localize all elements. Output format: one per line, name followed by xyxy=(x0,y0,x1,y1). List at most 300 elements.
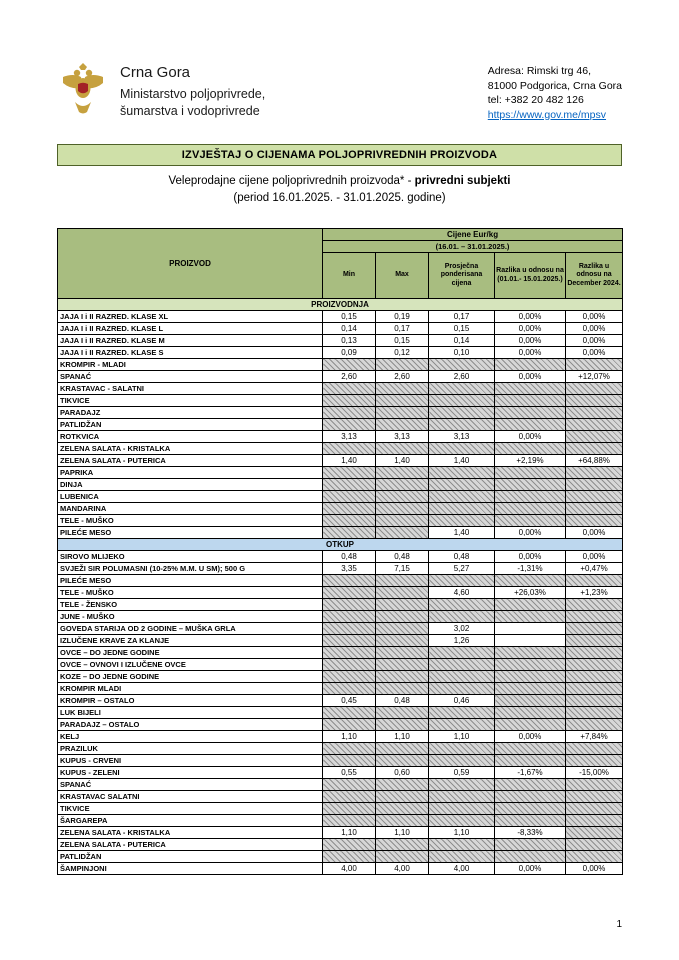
value-cell-no-data xyxy=(323,815,376,827)
value-cell-no-data xyxy=(376,527,429,539)
value-cell-no-data xyxy=(323,743,376,755)
value-cell: -8,33% xyxy=(495,827,566,839)
page-number: 1 xyxy=(616,919,622,930)
value-cell-no-data xyxy=(566,755,623,767)
value-cell-no-data xyxy=(566,779,623,791)
value-cell: 1,40 xyxy=(429,527,495,539)
value-cell-no-data xyxy=(323,851,376,863)
value-cell: 0,00% xyxy=(495,347,566,359)
value-cell: 1,10 xyxy=(429,731,495,743)
product-name-cell: SIROVO MLIJEKO xyxy=(58,551,323,563)
value-cell-no-data xyxy=(495,851,566,863)
value-cell-no-data xyxy=(323,791,376,803)
value-cell-no-data xyxy=(323,443,376,455)
product-name-cell: KRASTAVAC - SALATNI xyxy=(58,383,323,395)
value-cell-no-data xyxy=(323,383,376,395)
value-cell: 1,26 xyxy=(429,635,495,647)
value-cell: 4,60 xyxy=(429,587,495,599)
subtitle-line xyxy=(57,173,622,190)
product-name-cell: PATLIDŽAN xyxy=(58,851,323,863)
table-row xyxy=(58,527,623,539)
value-cell-no-data xyxy=(566,839,623,851)
value-cell-no-data xyxy=(323,683,376,695)
value-cell-no-data xyxy=(429,395,495,407)
table-row xyxy=(58,575,623,587)
value-cell-no-data xyxy=(495,383,566,395)
product-name-cell: SPANAĆ xyxy=(58,779,323,791)
value-cell-no-data xyxy=(429,419,495,431)
value-cell: +1,23% xyxy=(566,587,623,599)
product-name-cell: KROMPIR MLADI xyxy=(58,683,323,695)
value-cell-no-data xyxy=(429,743,495,755)
value-cell-no-data xyxy=(323,647,376,659)
report-title: IZVJEŠTAJ O CIJENAMA POLJOPRIVREDNIH PROIZVODA xyxy=(181,149,498,161)
value-cell: 0,00% xyxy=(495,335,566,347)
value-cell: 0,00% xyxy=(495,431,566,443)
price-table-body xyxy=(58,299,623,875)
value-cell: 0,00% xyxy=(495,527,566,539)
product-name-cell: PAPRIKA xyxy=(58,467,323,479)
value-cell-no-data xyxy=(495,647,566,659)
value-cell: 0,48 xyxy=(376,551,429,563)
coat-of-arms-logo xyxy=(62,62,104,114)
value-cell-no-data xyxy=(429,815,495,827)
value-cell-no-data xyxy=(429,443,495,455)
value-cell-no-data xyxy=(429,707,495,719)
value-cell-no-data xyxy=(429,755,495,767)
value-cell: 3,02 xyxy=(429,623,495,635)
table-row xyxy=(58,707,623,719)
value-cell-no-data xyxy=(566,575,623,587)
value-cell-no-data xyxy=(566,431,623,443)
value-cell-no-data xyxy=(429,359,495,371)
value-cell: +0,47% xyxy=(566,563,623,575)
subtitle-text: Veleprodajne cijene poljoprivrednih proizvoda* - xyxy=(168,175,415,187)
table-row xyxy=(58,455,623,467)
value-cell-no-data xyxy=(566,719,623,731)
value-cell-no-data xyxy=(566,683,623,695)
value-cell-no-data xyxy=(376,659,429,671)
product-name-cell: KRASTAVAC SALATNI xyxy=(58,791,323,803)
value-cell-no-data xyxy=(323,755,376,767)
product-name-cell: TELE - MUŠKO xyxy=(58,587,323,599)
value-cell: 0,15 xyxy=(376,335,429,347)
value-cell: 0,17 xyxy=(376,323,429,335)
value-cell-no-data xyxy=(323,575,376,587)
column-header-diff-prev-period: Razlika u odnosu na (01.01.- 15.01.2025.) xyxy=(495,253,566,299)
table-row xyxy=(58,671,623,683)
product-name-cell: SPANAĆ xyxy=(58,371,323,383)
product-name-cell: PATLIDŽAN xyxy=(58,419,323,431)
value-cell-no-data xyxy=(323,707,376,719)
value-cell: +64,88% xyxy=(566,455,623,467)
value-cell: 0,10 xyxy=(429,347,495,359)
column-header-diff-december: Razlika u odnosu na December 2024. xyxy=(566,253,623,299)
table-row xyxy=(58,467,623,479)
value-cell: 0,00% xyxy=(566,323,623,335)
value-cell-no-data xyxy=(495,803,566,815)
value-cell-no-data xyxy=(323,779,376,791)
value-cell-no-data xyxy=(566,395,623,407)
value-cell-no-data xyxy=(323,719,376,731)
value-cell-no-data xyxy=(429,779,495,791)
ministry-text-block xyxy=(120,62,265,120)
value-cell-no-data xyxy=(429,851,495,863)
product-name-cell: JUNE - MUŠKO xyxy=(58,611,323,623)
value-cell-no-data xyxy=(376,707,429,719)
value-cell-no-data xyxy=(376,623,429,635)
value-cell-no-data xyxy=(376,491,429,503)
value-cell-no-data xyxy=(323,503,376,515)
ministry-website-link[interactable]: https://www.gov.me/mpsv xyxy=(487,108,607,121)
table-row xyxy=(58,635,623,647)
table-row xyxy=(58,623,623,635)
value-cell-no-data xyxy=(495,395,566,407)
value-cell: 4,00 xyxy=(376,863,429,875)
value-cell-no-data xyxy=(566,515,623,527)
table-row xyxy=(58,863,623,875)
product-name-cell: KROMPIR - MLADI xyxy=(58,359,323,371)
table-row xyxy=(58,323,623,335)
value-cell: 0,12 xyxy=(376,347,429,359)
value-cell: 0,19 xyxy=(376,311,429,323)
value-cell-no-data xyxy=(323,659,376,671)
section-header-row xyxy=(58,539,623,551)
value-cell-no-data xyxy=(376,779,429,791)
value-cell-no-data xyxy=(429,659,495,671)
value-cell: 2,60 xyxy=(323,371,376,383)
contact-block xyxy=(488,62,622,122)
table-row xyxy=(58,359,623,371)
value-cell-no-data xyxy=(495,599,566,611)
value-cell: 0,00% xyxy=(566,347,623,359)
value-cell-no-data xyxy=(429,839,495,851)
value-cell-no-data xyxy=(376,851,429,863)
table-row xyxy=(58,731,623,743)
product-name-cell: TIKVICE xyxy=(58,803,323,815)
value-cell: 0,17 xyxy=(429,311,495,323)
price-table-header xyxy=(58,229,623,299)
value-cell: 0,00% xyxy=(495,323,566,335)
value-cell-no-data xyxy=(495,755,566,767)
value-cell: 3,13 xyxy=(323,431,376,443)
value-cell-no-data xyxy=(566,467,623,479)
value-cell-no-data xyxy=(429,791,495,803)
value-cell-no-data xyxy=(323,407,376,419)
value-cell-no-data xyxy=(495,419,566,431)
value-cell-no-data xyxy=(566,359,623,371)
letterhead xyxy=(62,62,622,122)
table-row xyxy=(58,779,623,791)
table-row xyxy=(58,503,623,515)
product-name-cell: ŠARGAREPA xyxy=(58,815,323,827)
value-cell: 3,35 xyxy=(323,563,376,575)
value-cell: 3,13 xyxy=(376,431,429,443)
product-name-cell: ZELENA SALATA - KRISTALKA xyxy=(58,443,323,455)
value-cell-no-data xyxy=(376,719,429,731)
product-name-cell: TIKVICE xyxy=(58,395,323,407)
value-cell-no-data xyxy=(323,623,376,635)
value-cell-no-data xyxy=(566,479,623,491)
value-cell-no-data xyxy=(323,515,376,527)
value-cell: +2,19% xyxy=(495,455,566,467)
product-name-cell: PILEĆE MESO xyxy=(58,575,323,587)
value-cell-no-data xyxy=(495,719,566,731)
value-cell: 0,59 xyxy=(429,767,495,779)
value-cell-no-data xyxy=(566,695,623,707)
value-cell: 1,10 xyxy=(323,827,376,839)
table-row xyxy=(58,599,623,611)
value-cell-no-data xyxy=(495,515,566,527)
value-cell-no-data xyxy=(566,599,623,611)
value-cell: 0,00% xyxy=(566,863,623,875)
value-cell-no-data xyxy=(495,659,566,671)
value-cell-no-data xyxy=(495,443,566,455)
value-cell-no-data xyxy=(376,647,429,659)
product-name-cell: KUPUS - CRVENI xyxy=(58,755,323,767)
value-cell: 0,00% xyxy=(566,311,623,323)
value-cell-no-data xyxy=(495,671,566,683)
value-cell-no-data xyxy=(566,419,623,431)
coat-of-arms-icon xyxy=(62,62,104,114)
value-cell-no-data xyxy=(323,527,376,539)
value-cell-no-data xyxy=(376,635,429,647)
value-cell-no-data xyxy=(323,671,376,683)
value-cell: 0,00% xyxy=(495,371,566,383)
subtitle-bold-text: privredni subjekti xyxy=(414,175,511,187)
table-row xyxy=(58,515,623,527)
value-cell-no-data xyxy=(376,755,429,767)
value-cell: 0,45 xyxy=(323,695,376,707)
section-title: PROIZVODNJA xyxy=(58,299,623,311)
table-row xyxy=(58,743,623,755)
value-cell-no-data xyxy=(376,743,429,755)
value-cell: 0,55 xyxy=(323,767,376,779)
value-cell-no-data xyxy=(376,587,429,599)
ministry-name-line1: Ministarstvo poljoprivrede, xyxy=(120,87,266,101)
product-name-cell: IZLUČENE KRAVE ZA KLANJE xyxy=(58,635,323,647)
value-cell-no-data xyxy=(429,575,495,587)
table-row xyxy=(58,611,623,623)
report-title-bar xyxy=(57,144,622,166)
value-cell: 2,60 xyxy=(429,371,495,383)
value-cell-no-data xyxy=(566,503,623,515)
value-cell-no-data xyxy=(566,623,623,635)
value-cell: 0,15 xyxy=(429,323,495,335)
ministry-name-line2: šumarstva i vodoprivrede xyxy=(120,104,260,118)
table-row xyxy=(58,755,623,767)
table-row xyxy=(58,659,623,671)
product-name-cell: ROTKVICA xyxy=(58,431,323,443)
value-cell-no-data xyxy=(566,815,623,827)
value-cell-no-data xyxy=(376,803,429,815)
value-cell xyxy=(495,635,566,647)
value-cell: 5,27 xyxy=(429,563,495,575)
table-row xyxy=(58,827,623,839)
table-row xyxy=(58,719,623,731)
value-cell: 4,00 xyxy=(429,863,495,875)
value-cell-no-data xyxy=(495,779,566,791)
product-name-cell: ZELENA SALATA - PUTERICA xyxy=(58,455,323,467)
value-cell-no-data xyxy=(323,635,376,647)
value-cell-no-data xyxy=(495,359,566,371)
table-row xyxy=(58,311,623,323)
value-cell-no-data xyxy=(495,791,566,803)
phone-line: tel: +382 20 482 126 xyxy=(487,94,584,106)
value-cell-no-data xyxy=(495,479,566,491)
table-row xyxy=(58,443,623,455)
value-cell-no-data xyxy=(566,803,623,815)
table-row xyxy=(58,767,623,779)
value-cell-no-data xyxy=(495,575,566,587)
table-row xyxy=(58,383,623,395)
value-cell-no-data xyxy=(429,503,495,515)
product-name-cell: KROMPIR – OSTALO xyxy=(58,695,323,707)
value-cell-no-data xyxy=(566,383,623,395)
value-cell-no-data xyxy=(495,743,566,755)
value-cell: 1,40 xyxy=(429,455,495,467)
value-cell: +7,84% xyxy=(566,731,623,743)
value-cell-no-data xyxy=(376,479,429,491)
value-cell: 0,00% xyxy=(495,863,566,875)
value-cell: +26,03% xyxy=(495,587,566,599)
value-cell-no-data xyxy=(376,419,429,431)
value-cell: 0,00% xyxy=(566,527,623,539)
product-name-cell: GOVEDA STARIJA OD 2 GODINE – MUŠKA GRLA xyxy=(58,623,323,635)
value-cell-no-data xyxy=(566,611,623,623)
column-header-min: Min xyxy=(323,253,376,299)
value-cell-no-data xyxy=(376,839,429,851)
value-cell-no-data xyxy=(566,647,623,659)
value-cell-no-data xyxy=(566,407,623,419)
table-row xyxy=(58,431,623,443)
product-name-cell: ZELENA SALATA - PUTERICA xyxy=(58,839,323,851)
value-cell-no-data xyxy=(495,839,566,851)
value-cell: 0,14 xyxy=(323,323,376,335)
table-row xyxy=(58,395,623,407)
table-row xyxy=(58,347,623,359)
table-row xyxy=(58,587,623,599)
value-cell: +12,07% xyxy=(566,371,623,383)
value-cell-no-data xyxy=(376,791,429,803)
value-cell-no-data xyxy=(376,443,429,455)
product-name-cell: KUPUS - ZELENI xyxy=(58,767,323,779)
value-cell-no-data xyxy=(376,359,429,371)
table-row xyxy=(58,419,623,431)
column-header-average-price: Prosječna ponderisana cijena xyxy=(429,253,495,299)
table-row xyxy=(58,839,623,851)
value-cell: -15,00% xyxy=(566,767,623,779)
value-cell-no-data xyxy=(323,803,376,815)
value-cell-no-data xyxy=(566,659,623,671)
table-row xyxy=(58,407,623,419)
value-cell: 0,00% xyxy=(495,311,566,323)
value-cell-no-data xyxy=(429,599,495,611)
table-row xyxy=(58,683,623,695)
value-cell-no-data xyxy=(429,647,495,659)
value-cell-no-data xyxy=(495,407,566,419)
value-cell-no-data xyxy=(495,683,566,695)
value-cell: 0,00% xyxy=(566,551,623,563)
value-cell-no-data xyxy=(495,707,566,719)
table-row xyxy=(58,371,623,383)
column-header-product: PROIZVOD xyxy=(58,229,323,299)
value-cell-no-data xyxy=(429,491,495,503)
value-cell-no-data xyxy=(566,743,623,755)
table-row xyxy=(58,791,623,803)
value-cell-no-data xyxy=(495,611,566,623)
value-cell: 3,13 xyxy=(429,431,495,443)
value-cell: 2,60 xyxy=(376,371,429,383)
value-cell-no-data xyxy=(566,635,623,647)
section-title: OTKUP xyxy=(58,539,623,551)
table-row xyxy=(58,851,623,863)
product-name-cell: SVJEŽI SIR POLUMASNI (10-25% M.M. U SM); 500 G xyxy=(58,563,323,575)
product-name-cell: LUBENICA xyxy=(58,491,323,503)
value-cell: -1,31% xyxy=(495,563,566,575)
value-cell-no-data xyxy=(376,515,429,527)
value-cell: 1,10 xyxy=(429,827,495,839)
product-name-cell: PRAZILUK xyxy=(58,743,323,755)
value-cell: -1,67% xyxy=(495,767,566,779)
subtitle-period: (period 16.01.2025. - 31.01.2025. godine) xyxy=(233,191,446,204)
product-name-cell: KELJ xyxy=(58,731,323,743)
value-cell-no-data xyxy=(323,839,376,851)
value-cell-no-data xyxy=(376,383,429,395)
value-cell-no-data xyxy=(323,599,376,611)
value-cell-no-data xyxy=(323,611,376,623)
value-cell: 1,40 xyxy=(323,455,376,467)
value-cell-no-data xyxy=(566,851,623,863)
value-cell-no-data xyxy=(323,491,376,503)
address-line2: 81000 Podgorica, Crna Gora xyxy=(487,79,622,92)
value-cell: 0,14 xyxy=(429,335,495,347)
value-cell: 0,00% xyxy=(495,551,566,563)
value-cell-no-data xyxy=(429,803,495,815)
price-table xyxy=(57,228,623,875)
ministry-identity-block xyxy=(62,62,265,120)
value-cell-no-data xyxy=(566,671,623,683)
value-cell: 1,10 xyxy=(376,731,429,743)
table-row xyxy=(58,695,623,707)
product-name-cell: ŠAMPINJONI xyxy=(58,863,323,875)
value-cell: 0,15 xyxy=(323,311,376,323)
value-cell: 0,60 xyxy=(376,767,429,779)
table-row xyxy=(58,647,623,659)
value-cell-no-data xyxy=(376,407,429,419)
product-name-cell: LUK BIJELI xyxy=(58,707,323,719)
value-cell-no-data xyxy=(323,419,376,431)
price-period-header: (16.01. – 31.01.2025.) xyxy=(323,241,623,253)
value-cell-no-data xyxy=(429,407,495,419)
value-cell-no-data xyxy=(429,467,495,479)
value-cell-no-data xyxy=(429,479,495,491)
value-cell-no-data xyxy=(495,695,566,707)
value-cell-no-data xyxy=(376,503,429,515)
value-cell-no-data xyxy=(495,467,566,479)
product-name-cell: KOZE – DO JEDNE GODINE xyxy=(58,671,323,683)
table-row xyxy=(58,479,623,491)
value-cell: 7,15 xyxy=(376,563,429,575)
value-cell: 0,00% xyxy=(566,335,623,347)
product-name-cell: ZELENA SALATA - KRISTALKA xyxy=(58,827,323,839)
value-cell-no-data xyxy=(429,515,495,527)
value-cell-no-data xyxy=(376,467,429,479)
product-name-cell: OVCE – OVNOVI I IZLUČENE OVCE xyxy=(58,659,323,671)
table-row xyxy=(58,551,623,563)
value-cell-no-data xyxy=(376,683,429,695)
value-cell-no-data xyxy=(566,707,623,719)
